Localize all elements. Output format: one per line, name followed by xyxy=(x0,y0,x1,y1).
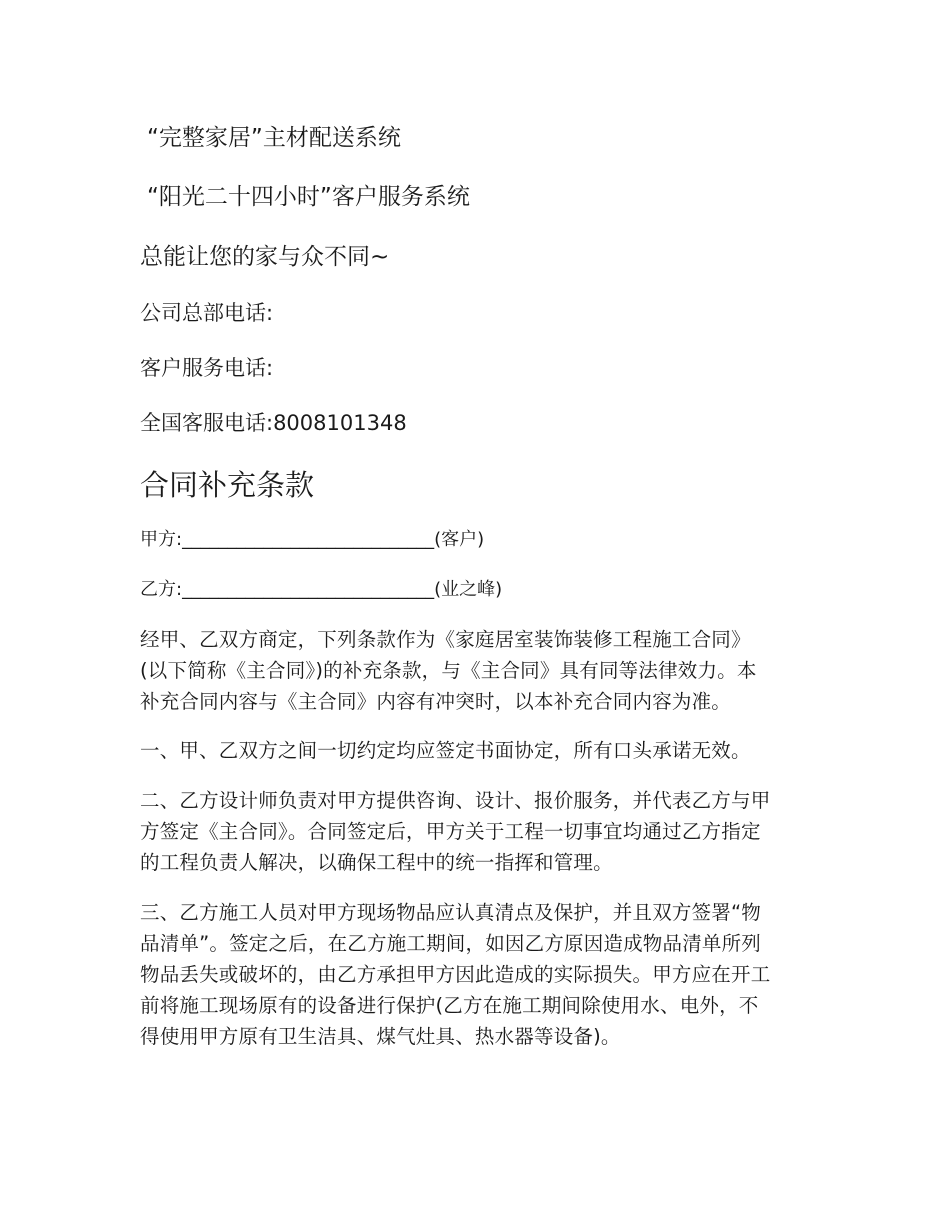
hq-phone-label: 公司总部电话: xyxy=(140,301,274,325)
paragraph-line: 方签定《主合同》。合同签定后，甲方关于工程一切事宜均通过乙方指定 xyxy=(140,820,761,843)
national-phone-label: 全国客服电话:8008101348 xyxy=(140,411,407,435)
paragraph-line: (以下简称《主合同》)的补充条款，与《主合同》具有同等法律效力。本 xyxy=(140,659,757,682)
paragraph-line: 品清单”。签定之后，在乙方施工期间，如因乙方原因造成物品清单所列 xyxy=(140,932,762,955)
paragraph-line: 前将施工现场原有的设备进行保护(乙方在施工期间除使用水、电外，不 xyxy=(140,994,759,1017)
system-name-2: “阳光二十四小时”客户服务系统 xyxy=(147,184,470,210)
party-a-line: 甲方:____________________________(客户) xyxy=(140,529,485,550)
clause-2 xyxy=(140,785,815,878)
paragraph-line: 经甲、乙双方商定，下列条款作为《家庭居室装饰装修工程施工合同》 xyxy=(140,628,751,651)
clause-3 xyxy=(140,897,815,1052)
paragraph-line: 三、乙方施工人员对甲方现场物品应认真清点及保护，并且双方签署“物 xyxy=(140,901,762,924)
paragraph-line: 二、乙方设计师负责对甲方提供咨询、设计、报价服务，并代表乙方与甲 xyxy=(140,789,771,812)
intro-paragraph xyxy=(140,624,815,717)
paragraph-line: 的工程负责人解决，以确保工程中的统一指挥和管理。 xyxy=(140,851,613,874)
system-name-1: “完整家居”主材配送系统 xyxy=(147,125,401,151)
paragraph-line: 补充合同内容与《主合同》内容有冲突时，以本补充合同内容为准。 xyxy=(140,690,732,713)
service-phone-label: 客户服务电话: xyxy=(140,356,274,380)
slogan: 总能让您的家与众不同~ xyxy=(140,244,390,270)
paragraph-line: 一、甲、乙双方之间一切约定均应签定书面协定，所有口头承诺无效。 xyxy=(140,739,751,762)
paragraph-line: 得使用甲方原有卫生洁具、煤气灶具、热水器等设备)。 xyxy=(140,1025,621,1048)
clause-1 xyxy=(140,735,815,766)
document-title: 合同补充条款 xyxy=(140,468,315,502)
paragraph-line: 物品丢失或破坏的，由乙方承担甲方因此造成的实际损失。甲方应在开工 xyxy=(140,963,771,986)
party-b-line: 乙方:____________________________(业之峰) xyxy=(140,579,503,600)
